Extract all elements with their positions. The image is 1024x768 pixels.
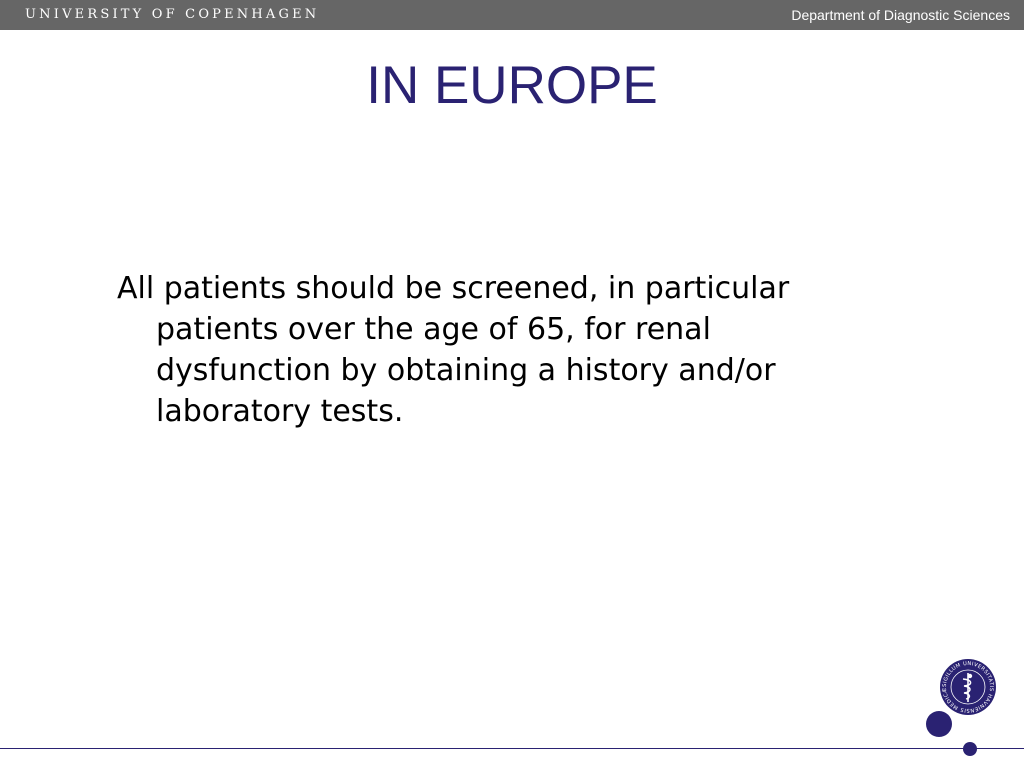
- slide-title: IN EUROPE: [366, 56, 658, 115]
- bottom-divider: [0, 748, 1024, 749]
- university-name: UNIVERSITY OF COPENHAGEN: [25, 7, 320, 22]
- university-seal-icon: [939, 658, 997, 716]
- seal-text: SIGILLUM UNIVERSITATIS HAVNIENSIS MEDICÆ: [941, 660, 995, 714]
- header-bar: [0, 0, 1024, 30]
- department-name: Department of Diagnostic Sciences: [791, 7, 1010, 23]
- slide-body-text: All patients should be screened, in particular patients over the age of 65, for renal dysfunction by obtaining a history and/or laboratory tests.: [117, 271, 790, 429]
- decorative-dot-large: [926, 711, 952, 737]
- decorative-dot-small: [963, 742, 977, 756]
